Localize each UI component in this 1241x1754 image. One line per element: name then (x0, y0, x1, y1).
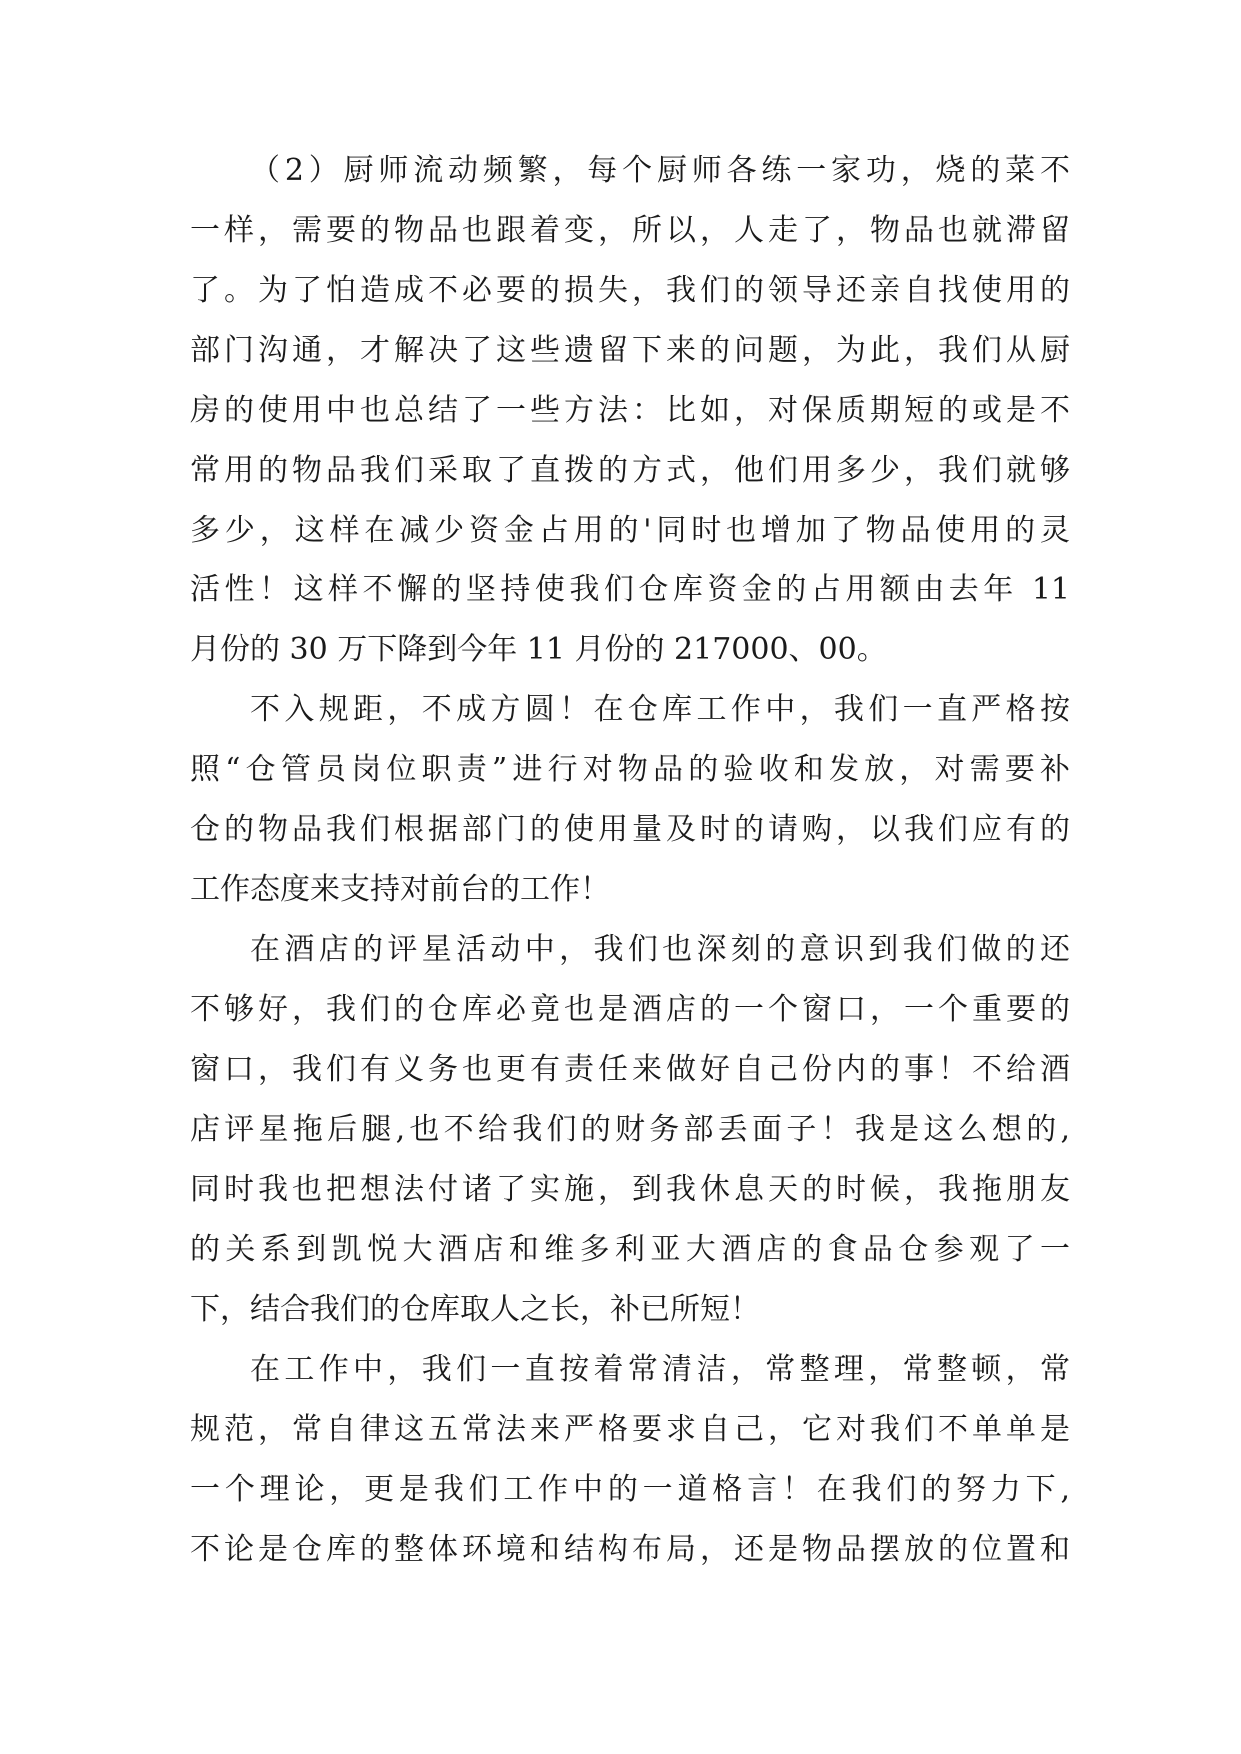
text-line: 仓的物品我们根据部门的使用量及时的请购，以我们应有的 (190, 812, 1070, 847)
text-line: 常用的物品我们采取了直拨的方式，他们用多少，我们就够 (190, 453, 1070, 488)
text-line: 月份的 30 万下降到今年 11 月份的 217000、00。 (190, 632, 887, 667)
text-line: 同时我也把想法付诸了实施，到我休息天的时候，我拖朋友 (190, 1172, 1070, 1207)
text-line: 活性！这样不懈的坚持使我们仓库资金的占用额由去年 11 (190, 572, 1070, 607)
text-line: 部门沟通，才解决了这些遗留下来的问题，为此，我们从厨 (190, 333, 1070, 368)
text-line: 一样，需要的物品也跟着变，所以，人走了，物品也就滞留 (190, 213, 1070, 248)
text-line: 不够好，我们的仓库必竟也是酒店的一个窗口，一个重要的 (190, 992, 1070, 1027)
text-line: 了。为了怕造成不必要的损失，我们的领导还亲自找使用的 (190, 273, 1070, 308)
text-line: 店评星拖后腿,也不给我们的财务部丢面子！我是这么想的, (190, 1112, 1070, 1147)
text-line: 多少，这样在减少资金占用的'同时也增加了物品使用的灵 (190, 513, 1070, 548)
text-line: 不论是仓库的整体环境和结构布局，还是物品摆放的位置和 (190, 1532, 1070, 1567)
text-line: 下，结合我们的仓库取人之长，补已所短！ (190, 1292, 760, 1327)
text-line: 照“仓管员岗位职责”进行对物品的验收和发放，对需要补 (190, 752, 1070, 787)
text-line: 工作态度来支持对前台的工作！ (190, 872, 610, 907)
text-line: 窗口，我们有义务也更有责任来做好自己份内的事！不给酒 (190, 1052, 1070, 1087)
text-line: 在酒店的评星活动中，我们也深刻的意识到我们做的还 (250, 932, 1070, 967)
text-line: 一个理论，更是我们工作中的一道格言！在我们的努力下, (190, 1472, 1070, 1507)
text-line: 规范，常自律这五常法来严格要求自己，它对我们不单单是 (190, 1412, 1070, 1447)
text-line: 不入规距，不成方圆！在仓库工作中，我们一直严格按 (250, 692, 1070, 727)
text-line: 的关系到凯悦大酒店和维多利亚大酒店的食品仓参观了一 (190, 1232, 1070, 1267)
text-line: 房的使用中也总结了一些方法：比如，对保质期短的或是不 (190, 393, 1070, 428)
text-line: 在工作中，我们一直按着常清洁，常整理，常整顿，常 (250, 1352, 1070, 1387)
text-line: （2）厨师流动频繁，每个厨师各练一家功，烧的菜不 (250, 153, 1070, 188)
